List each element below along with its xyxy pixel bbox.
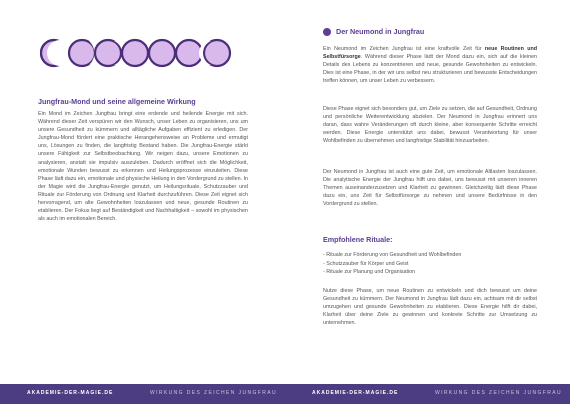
body-paragraph: Ein Mond im Zeichen Jungfrau bringt eine erdende und heilende Energie mit sich. Während dieser Zeit verspüren wir den Wunsch, unser Leben zu organisieren, uns um unsere Gesundheit zu kümmern und alltägliche Aufgaben effizient zu erledigen. Der Jungfrau-Mond fördert eine praktische Herangehensweise an Probleme und ermutigt uns, Lösungen zu finden, die langfristig Bestand haben. Die Jungfrau-Energie stärkt unsere Fähigkeit zur Selbstbeobachtung. Wir neigen dazu, unsere Emotionen zu analysieren, anstatt sie impulsiv auszuleben. Dadurch eröffnet sich die Möglichkeit, emotionale Wunden bewusst zu erkennen und Heilungsprozesse einzuleiten. Diese Phase lädt dazu ein, emotionale und physische Heilung in den Vordergrund zu stellen. In der Magie wird die Jungfrau-Energie genutzt, um Heilungsrituale, Schutzzauber und Rituale zur Förderung von Ordnung und Klarheit durchzuführen. Diese Zeit eignet sich hervorragend, um alte Gewohnheiten loszulassen und neue, gesunde Routinen zu etablieren. Der Fokus liegt auf Beständigkeit und Nachhaltigkeit – sowohl im physischen als auch im emotionalen Bereich. — [38, 111, 248, 223]
section-heading: Der Neumond in Jungfrau — [336, 27, 425, 36]
gibbous-moon-icon — [176, 40, 202, 66]
body-paragraph: Der Neumond in Jungfrau ist auch eine gute Zeit, um emotionale Altlasten loszulassen. Die analytische Energie der Jungfrau hilft uns dabei, uns bewusst mit unseren inneren Themen auseinanderzusetzen und Klarheit zu gewinnen. Gleichzeitig lädt diese Phase dazu ein, uns Zeit für Selbstfürsorge zu nehmen und unsere Bedürfnisse in den Vordergrund zu stellen. — [323, 169, 537, 208]
section-heading: Jungfrau-Mond und seine allgemeine Wirkung — [38, 97, 196, 106]
moon-phases-illustration — [40, 36, 240, 70]
rituals-list — [323, 251, 537, 277]
paragraph-text: Ein Neumond im Zeichen Jungfrau ist eine kraftvolle Zeit für — [323, 46, 485, 52]
crescent-moon-icon — [41, 40, 67, 66]
body-paragraph: Nutze diese Phase, um neue Routinen zu entwickeln und dich bewusst um deine Gesundheit zu kümmern. Der Neumond in Jungfrau lädt dazu ein, achtsam mit dir selbst umzugehen und gesunde Gewohnheiten zu etablieren. Diese Energie hilft dir dabei, Klarheit über deine Ziele zu gewinnen und konkrete Schritte zur Umsetzung zu unternehmen. — [323, 288, 537, 327]
footer-section-title: WIRKUNG DES ZEICHEN JUNGFRAU — [435, 390, 562, 396]
body-paragraph: Diese Phase eignet sich besonders gut, um Ziele zu setzen, die auf Gesundheit, Ordnung und persönliche Weiterentwicklung abzielen. Der Neumond in Jungfrau erinnert uns daran, dass wahre Veränderungen oft durch kleine, aber konsequente Schritte erreicht werden. Diese Energie unterstützt uns dabei, bewusst Verantwortung für unser Wohlbefinden zu übernehmen und langfristige Stabilität hinzuarbeiten. — [323, 106, 537, 145]
bullet-dot-icon — [323, 28, 331, 36]
page-footer — [0, 384, 285, 404]
footer-site-link[interactable]: AKADEMIE-DER-MAGIE.DE — [312, 390, 399, 396]
full-moon-icon — [149, 40, 175, 66]
footer-section-title: WIRKUNG DES ZEICHEN JUNGFRAU — [150, 390, 277, 396]
section-heading-row — [323, 27, 543, 39]
crescent-moon-icon — [69, 40, 97, 66]
paragraph-text: . Während dieser Phase lädt der Mond dazu ein, sich auf die kleinen Details des Lebens zu konzentrieren und neue, gesunde Gewohnheiten zu entwickeln. Dies ist eine Phase, in der wir uns selbst neu strukturieren und bewusste Entscheidungen treffen können, um unser Leben zu verbessern. — [323, 54, 537, 85]
footer-site-link[interactable]: AKADEMIE-DER-MAGIE.DE — [27, 390, 114, 396]
emphasis-text: neue Routinen und Selbstfürsorge — [323, 46, 537, 61]
list-item: - Rituale zur Planung und Organisation — [323, 269, 416, 276]
list-item: - Rituale zur Förderung von Gesundheit und Wohlbefinden — [323, 252, 462, 258]
half-moon-icon — [199, 40, 230, 66]
right-page — [285, 0, 570, 404]
list-item: - Schutzzauber für Körper und Geist — [323, 260, 409, 267]
page-footer — [285, 384, 570, 404]
body-paragraph — [323, 45, 537, 85]
rituals-heading: Empfohlene Rituale: — [323, 235, 393, 244]
gibbous-moon-icon — [122, 40, 148, 66]
